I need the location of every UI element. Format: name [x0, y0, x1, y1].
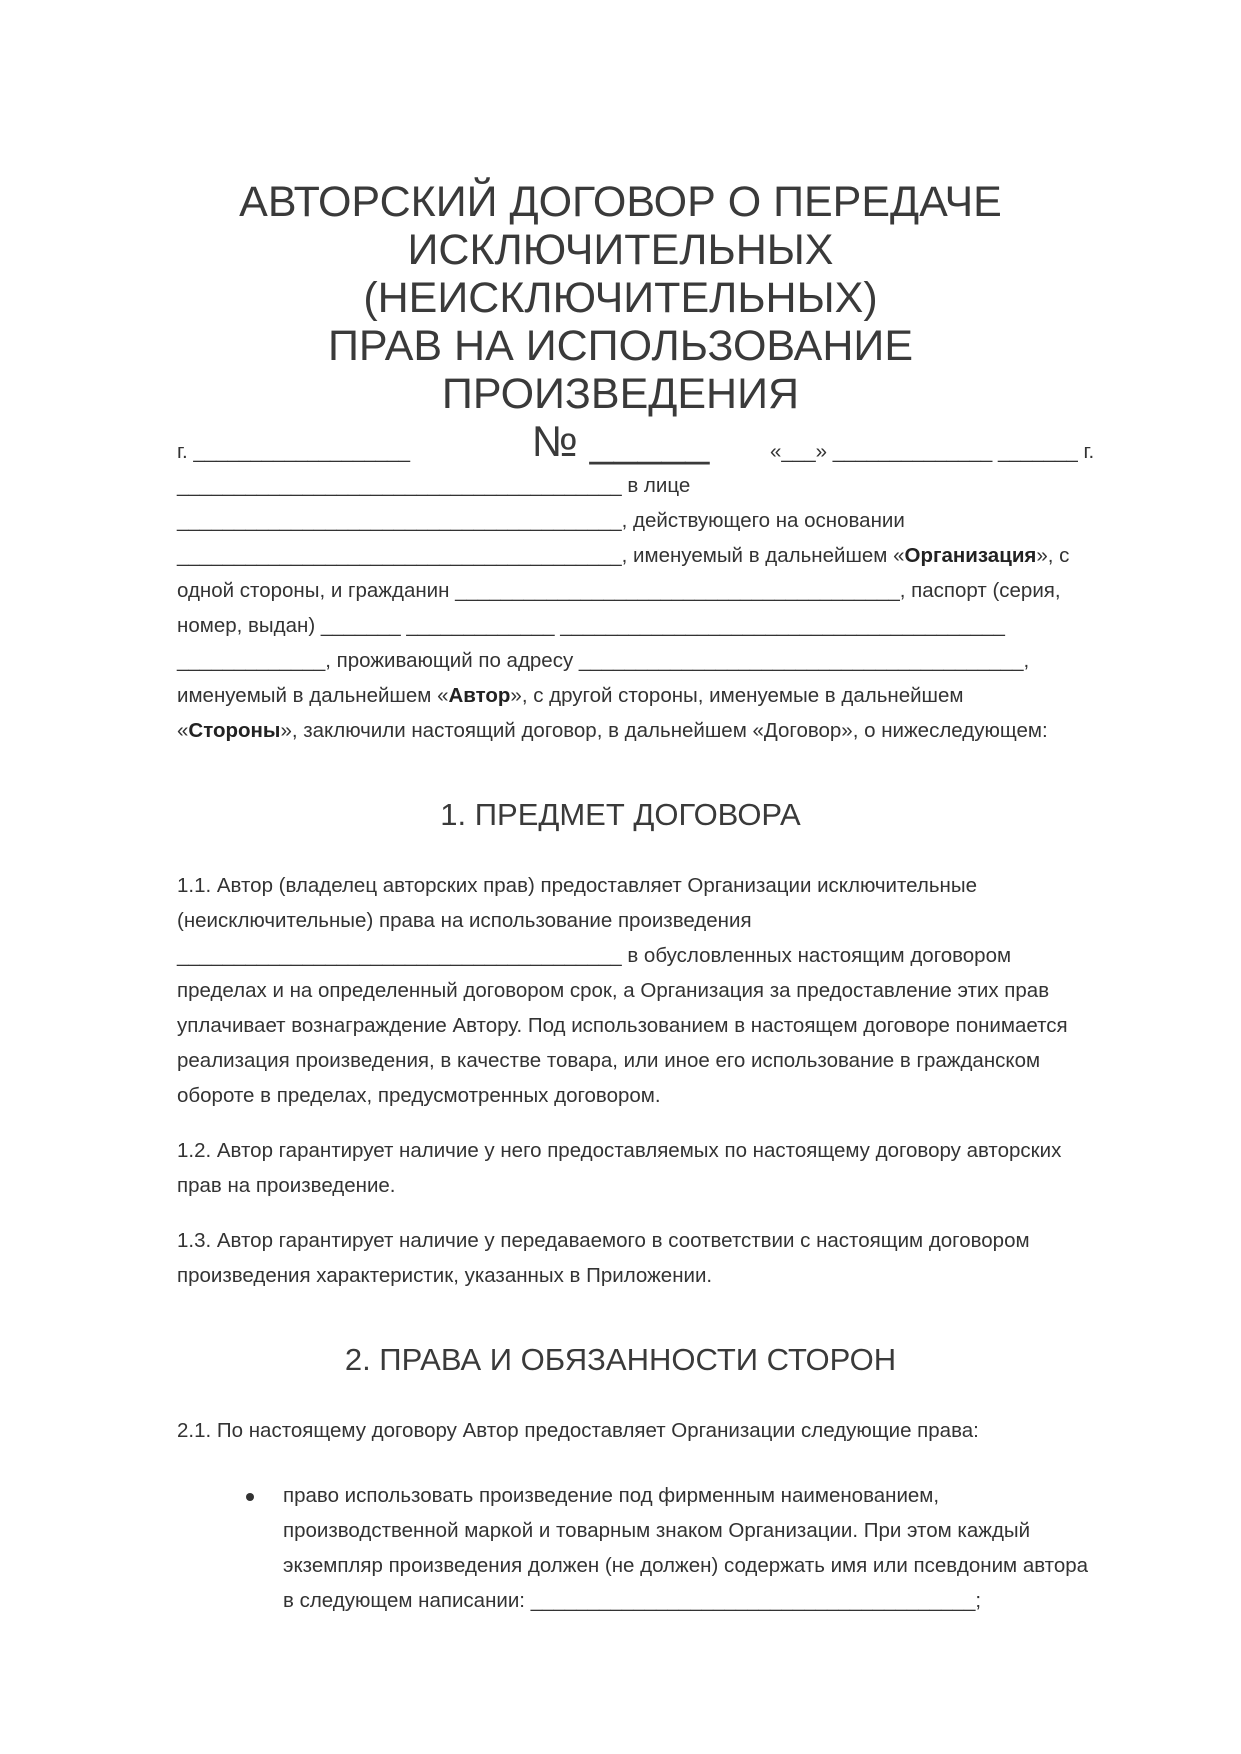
paragraph-line: произведения характеристик, указанных в Приложении. [177, 1264, 713, 1287]
title-line: № _____ [531, 418, 710, 466]
bullet-line: экземпляр произведения должен (не должен) содержать имя или псевдоним автора [283, 1554, 1089, 1577]
city-field: г. ___________________ [177, 440, 410, 463]
paragraph-line: 2.1. По настоящему договору Автор предоставляет Организации следующие права: [177, 1419, 979, 1442]
preamble-line: _______________________________________ в лице [177, 474, 691, 497]
title-line: АВТОРСКИЙ ДОГОВОР О ПЕРЕДАЧЕ [239, 178, 1002, 226]
bullet-line: производственной маркой и товарным знаком Организации. При этом каждый [283, 1519, 1031, 1542]
preamble-line: именуемый в дальнейшем «Автор», с другой стороны, именуемые в дальнейшем [177, 684, 964, 707]
term-parties: Стороны [188, 719, 281, 742]
paragraph-line: обороте в пределах, предусмотренных договором. [177, 1084, 661, 1107]
preamble-line: _______________________________________, действующего на основании [177, 509, 905, 532]
paragraph-line: прав на произведение. [177, 1174, 396, 1197]
preamble-line: одной стороны, и гражданин _______________________________________, паспорт (серия, [177, 579, 1061, 602]
paragraph-line: (неисключительные) права на использование произведения [177, 909, 752, 932]
paragraph-line: уплачивает вознаграждение Автору. Под использованием в настоящем договоре понимается [177, 1014, 1068, 1037]
document-title [150, 178, 1091, 466]
bullet-line: право использовать произведение под фирменным наименованием, [283, 1484, 940, 1507]
preamble-line: _____________, проживающий по адресу _______________________________________, [177, 649, 1030, 672]
title-line: ПРАВ НА ИСПОЛЬЗОВАНИЕ ПРОИЗВЕДЕНИЯ [328, 322, 913, 418]
paragraph-line: пределах и на определенный договором срок, а Организация за предоставление этих прав [177, 979, 1050, 1002]
paragraph-line: реализация произведения, в качестве товара, или иное его использование в гражданском [177, 1049, 1041, 1072]
paragraph-line: 1.3. Автор гарантирует наличие у передаваемого в соответствии с настоящим договором [177, 1229, 1030, 1252]
title-line: ИСКЛЮЧИТЕЛЬНЫХ (НЕИСКЛЮЧИТЕЛЬНЫХ) [363, 226, 878, 322]
term-organization: Организация [904, 544, 1037, 567]
date-field: «___» ______________ _______ г. [770, 440, 1095, 463]
paragraph-line: 1.1. Автор (владелец авторских прав) предоставляет Организации исключительные [177, 874, 977, 897]
paragraph-line: _______________________________________ в обусловленных настоящим договором [177, 944, 1012, 967]
section-heading: 2. ПРАВА И ОБЯЗАННОСТИ СТОРОН [344, 1342, 897, 1377]
section-heading: 1. ПРЕДМЕТ ДОГОВОРА [440, 797, 801, 832]
preamble-line: номер, выдан) _______ _____________ _______________________________________ [177, 614, 1005, 637]
bullet-line: в следующем написании: _______________________________________; [283, 1589, 982, 1612]
term-author: Автор [448, 684, 511, 707]
paragraph-line: 1.2. Автор гарантирует наличие у него предоставляемых по настоящему договору авторских [177, 1139, 1062, 1162]
preamble-line: «Стороны», заключили настоящий договор, в дальнейшем «Договор», о нижеследующем: [177, 719, 1048, 742]
preamble-line: _______________________________________, именуемый в дальнейшем «Организация», с [177, 544, 1070, 567]
bullet-icon [246, 1493, 254, 1501]
